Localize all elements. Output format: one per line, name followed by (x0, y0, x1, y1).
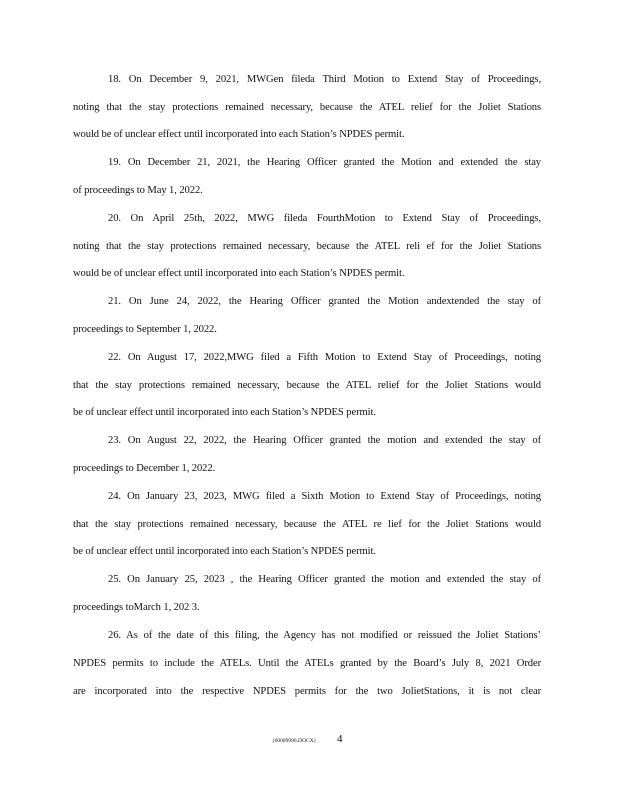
paragraph-21-line-2: proceedings to September 1, 2022. (73, 324, 217, 335)
paragraph-24-line-1: 24. On January 23, 2023, MWG filed a Sixth Motion to Extend Stay of Proceedings, noting (108, 491, 541, 502)
paragraph-20-line-1: 20. On April 25th, 2022, MWG fileda FourthMotion to Extend Stay of Proceedings, (108, 213, 541, 224)
paragraph-18-line-2: noting that the stay protections remained necessary, because the ATEL relief for the Joliet Stations (73, 102, 541, 113)
paragraph-23-line-2: proceedings to December 1, 2022. (73, 463, 216, 474)
paragraph-21-line-1: 21. On June 24, 2022, the Hearing Officer granted the Motion andextended the stay of (108, 296, 541, 307)
paragraph-25-line-1: 25. On January 25, 2023 , the Hearing Officer granted the motion and extended the stay of (108, 574, 541, 585)
paragraph-20-line-3: would be of unclear effect until incorporated into each Station’s NPDES permit. (73, 268, 405, 279)
paragraph-23-line-1: 23. On August 22, 2022, the Hearing Officer granted the motion and extended the stay of (108, 435, 541, 446)
page-number: 4 (337, 733, 343, 745)
paragraph-26-line-3: are incorporated into the respective NPDES permits for the two JolietStations, it is not clear (73, 686, 541, 697)
paragraph-20-line-2: noting that the stay protections remained necessary, because the ATEL reli ef for the Joliet Stations (73, 241, 541, 252)
paragraph-24-line-3: be of unclear effect until incorporated into each Station’s NPDES permit. (73, 546, 376, 557)
paragraph-19-line-1: 19. On December 21, 2021, the Hearing Officer granted the Motion and extended the stay (108, 157, 541, 168)
paragraph-18-line-3: would be of unclear effect until incorporated into each Station’s NPDES permit. (73, 129, 405, 140)
paragraph-19-line-2: of proceedings to May 1, 2022. (73, 185, 203, 196)
paragraph-26-line-2: NPDES permits to include the ATELs. Until the ATELs granted by the Board’s July 8, 2021 Order (73, 658, 541, 669)
paragraph-24-line-2: that the stay protections remained necessary, because the ATEL re lief for the Joliet Stations would (73, 519, 541, 530)
paragraph-22-line-3: be of unclear effect until incorporated into each Station’s NPDES permit. (73, 407, 376, 418)
paragraph-26-line-1: 26. As of the date of this filing, the Agency has not modified or reissued the Joliet Stations’ (108, 630, 541, 641)
paragraph-25-line-2: proceedings toMarch 1, 202 3. (73, 602, 200, 613)
paragraph-18-line-1: 18. On December 9, 2021, MWGen fileda Third Motion to Extend Stay of Proceedings, (108, 74, 541, 85)
paragraph-22-line-2: that the stay protections remained necessary, because the ATEL relief for the Joliet Stations would (73, 380, 541, 391)
paragraph-22-line-1: 22. On August 17, 2022,MWG filed a Fifth Motion to Extend Stay of Proceedings, noting (108, 352, 541, 363)
footer-document-code: {00089996.DOCX} (272, 738, 317, 744)
